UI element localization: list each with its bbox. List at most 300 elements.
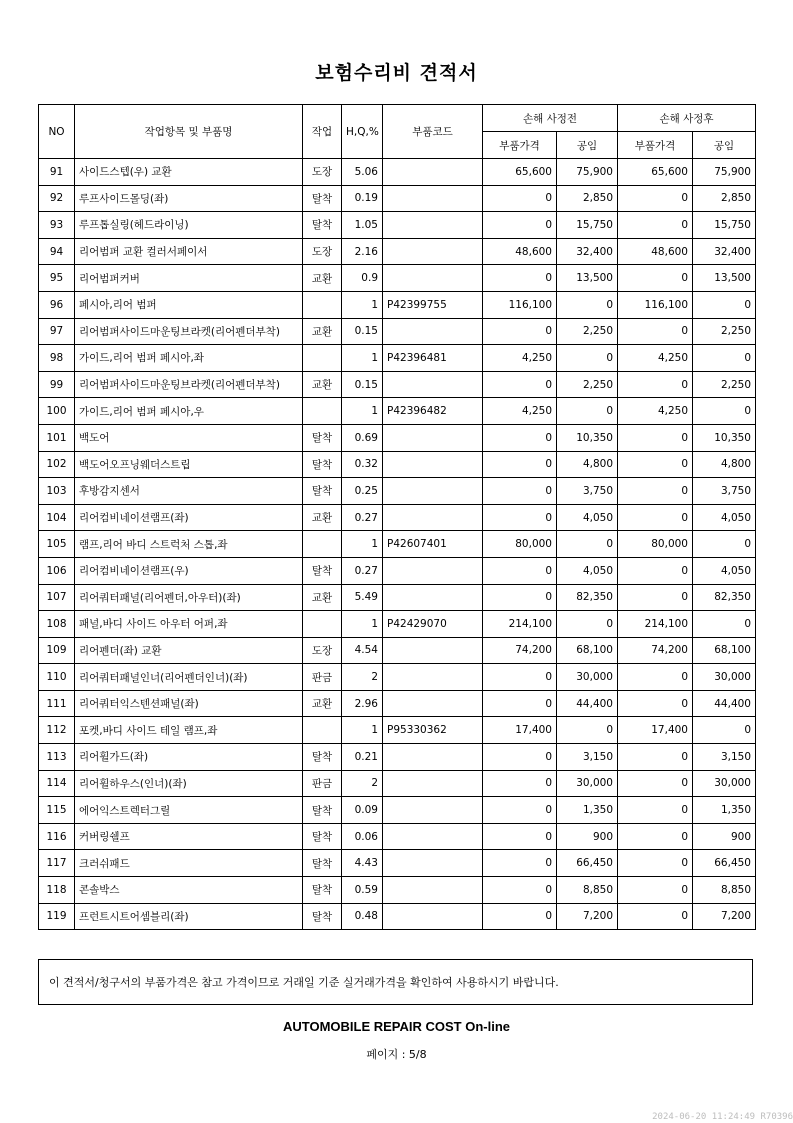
row-after-labor: 7,200 <box>693 903 756 930</box>
row-no: 116 <box>39 823 75 850</box>
row-item-name: 백도어오프닝웨더스트립 <box>75 451 303 478</box>
row-no: 101 <box>39 424 75 451</box>
row-before-labor: 0 <box>557 345 618 372</box>
row-before-part-price: 74,200 <box>483 637 557 664</box>
row-before-labor: 68,100 <box>557 637 618 664</box>
table-row <box>39 159 756 186</box>
row-part-code <box>383 159 483 186</box>
row-before-labor: 4,050 <box>557 557 618 584</box>
row-after-part-price: 74,200 <box>618 637 693 664</box>
table-row <box>39 212 756 239</box>
row-hq: 0.27 <box>342 557 383 584</box>
row-after-part-price: 65,600 <box>618 159 693 186</box>
header-before-labor: 공임 <box>557 132 618 159</box>
row-after-part-price: 0 <box>618 690 693 717</box>
table-row <box>39 877 756 904</box>
row-no: 103 <box>39 478 75 505</box>
row-after-labor: 2,250 <box>693 371 756 398</box>
row-no: 94 <box>39 238 75 265</box>
row-after-part-price: 0 <box>618 850 693 877</box>
row-part-code: P42429070 <box>383 611 483 638</box>
print-timestamp: 2024-06-20 11:24:49 R70396 <box>652 1112 793 1122</box>
row-after-part-price: 116,100 <box>618 291 693 318</box>
table-row <box>39 690 756 717</box>
row-before-part-price: 0 <box>483 903 557 930</box>
header-part-code: 부품코드 <box>383 105 483 159</box>
row-before-part-price: 0 <box>483 664 557 691</box>
table-row <box>39 424 756 451</box>
row-work-type <box>303 345 342 372</box>
row-no: 96 <box>39 291 75 318</box>
row-before-labor: 75,900 <box>557 159 618 186</box>
row-item-name: 리어컴비네이션램프(좌) <box>75 504 303 531</box>
row-item-name: 백도어 <box>75 424 303 451</box>
row-no: 109 <box>39 637 75 664</box>
row-after-labor: 0 <box>693 291 756 318</box>
row-part-code <box>383 265 483 292</box>
row-work-type: 탈착 <box>303 797 342 824</box>
row-no: 93 <box>39 212 75 239</box>
row-before-part-price: 0 <box>483 877 557 904</box>
row-after-part-price: 0 <box>618 318 693 345</box>
row-after-part-price: 0 <box>618 797 693 824</box>
table-row <box>39 398 756 425</box>
row-part-code <box>383 877 483 904</box>
row-before-part-price: 4,250 <box>483 398 557 425</box>
row-after-part-price: 0 <box>618 265 693 292</box>
row-after-labor: 0 <box>693 611 756 638</box>
row-after-part-price: 0 <box>618 770 693 797</box>
row-after-labor: 13,500 <box>693 265 756 292</box>
row-work-type: 판금 <box>303 664 342 691</box>
row-item-name: 리어휠가드(좌) <box>75 744 303 771</box>
row-work-type <box>303 291 342 318</box>
row-before-part-price: 0 <box>483 797 557 824</box>
row-after-part-price: 4,250 <box>618 398 693 425</box>
row-after-labor: 30,000 <box>693 664 756 691</box>
row-before-part-price: 116,100 <box>483 291 557 318</box>
row-item-name: 램프,리어 바디 스트럭처 스톱,좌 <box>75 531 303 558</box>
table-row <box>39 850 756 877</box>
row-after-labor: 4,050 <box>693 557 756 584</box>
row-part-code: P42396482 <box>383 398 483 425</box>
row-after-part-price: 48,600 <box>618 238 693 265</box>
row-after-part-price: 0 <box>618 451 693 478</box>
row-no: 108 <box>39 611 75 638</box>
row-part-code <box>383 424 483 451</box>
row-after-labor: 68,100 <box>693 637 756 664</box>
row-after-labor: 30,000 <box>693 770 756 797</box>
row-after-labor: 0 <box>693 717 756 744</box>
row-after-labor: 0 <box>693 531 756 558</box>
row-before-part-price: 48,600 <box>483 238 557 265</box>
row-part-code <box>383 212 483 239</box>
row-no: 107 <box>39 584 75 611</box>
row-no: 91 <box>39 159 75 186</box>
row-after-part-price: 0 <box>618 371 693 398</box>
row-after-part-price: 0 <box>618 212 693 239</box>
row-part-code <box>383 584 483 611</box>
row-before-labor: 3,750 <box>557 478 618 505</box>
table-row <box>39 664 756 691</box>
row-part-code <box>383 451 483 478</box>
row-item-name: 리어쿼터패널인너(리어펜더인너)(좌) <box>75 664 303 691</box>
table-row <box>39 345 756 372</box>
row-no: 117 <box>39 850 75 877</box>
row-after-labor: 2,850 <box>693 185 756 212</box>
row-item-name: 리어휠하우스(인너)(좌) <box>75 770 303 797</box>
row-before-part-price: 17,400 <box>483 717 557 744</box>
row-part-code: P95330362 <box>383 717 483 744</box>
row-hq: 0.15 <box>342 318 383 345</box>
row-before-labor: 0 <box>557 398 618 425</box>
page-number: 페이지 : 5/8 <box>366 1048 427 1061</box>
row-work-type: 탈착 <box>303 212 342 239</box>
row-before-labor: 7,200 <box>557 903 618 930</box>
row-before-part-price: 0 <box>483 850 557 877</box>
row-item-name: 페시아,리어 범퍼 <box>75 291 303 318</box>
row-item-name: 프런트시트어셈블리(좌) <box>75 903 303 930</box>
row-hq: 0.48 <box>342 903 383 930</box>
header-after-labor: 공임 <box>693 132 756 159</box>
row-item-name: 콘솔박스 <box>75 877 303 904</box>
row-part-code <box>383 637 483 664</box>
table-row <box>39 291 756 318</box>
row-after-labor: 4,050 <box>693 504 756 531</box>
row-after-labor: 15,750 <box>693 212 756 239</box>
row-before-part-price: 0 <box>483 318 557 345</box>
row-after-part-price: 4,250 <box>618 345 693 372</box>
row-item-name: 후방감지센서 <box>75 478 303 505</box>
row-after-labor: 8,850 <box>693 877 756 904</box>
row-before-part-price: 0 <box>483 823 557 850</box>
row-after-part-price: 0 <box>618 744 693 771</box>
header-hq: H,Q,% <box>342 105 383 159</box>
table-row <box>39 185 756 212</box>
row-hq: 2 <box>342 664 383 691</box>
row-part-code <box>383 664 483 691</box>
row-work-type: 교환 <box>303 584 342 611</box>
row-no: 95 <box>39 265 75 292</box>
row-item-name: 커버링쉘프 <box>75 823 303 850</box>
row-after-part-price: 17,400 <box>618 717 693 744</box>
table-row <box>39 451 756 478</box>
row-item-name: 리어범퍼커버 <box>75 265 303 292</box>
table-row <box>39 265 756 292</box>
row-work-type: 탈착 <box>303 903 342 930</box>
row-before-labor: 2,850 <box>557 185 618 212</box>
table-row <box>39 478 756 505</box>
row-part-code <box>383 371 483 398</box>
row-before-part-price: 0 <box>483 371 557 398</box>
row-before-labor: 44,400 <box>557 690 618 717</box>
row-part-code <box>383 478 483 505</box>
row-no: 102 <box>39 451 75 478</box>
row-work-type: 교환 <box>303 265 342 292</box>
table-row <box>39 903 756 930</box>
row-item-name: 리어펜더(좌) 교환 <box>75 637 303 664</box>
row-before-labor: 32,400 <box>557 238 618 265</box>
row-after-labor: 900 <box>693 823 756 850</box>
row-after-part-price: 214,100 <box>618 611 693 638</box>
row-before-labor: 4,800 <box>557 451 618 478</box>
row-no: 114 <box>39 770 75 797</box>
row-after-part-price: 0 <box>618 478 693 505</box>
row-no: 98 <box>39 345 75 372</box>
row-before-part-price: 0 <box>483 265 557 292</box>
row-part-code <box>383 770 483 797</box>
row-part-code <box>383 823 483 850</box>
row-before-labor: 2,250 <box>557 318 618 345</box>
row-work-type: 판금 <box>303 770 342 797</box>
row-after-labor: 66,450 <box>693 850 756 877</box>
row-no: 97 <box>39 318 75 345</box>
table-row <box>39 611 756 638</box>
row-before-labor: 1,350 <box>557 797 618 824</box>
row-work-type <box>303 717 342 744</box>
row-before-part-price: 0 <box>483 557 557 584</box>
row-hq: 0.21 <box>342 744 383 771</box>
row-part-code <box>383 903 483 930</box>
row-hq: 1 <box>342 398 383 425</box>
row-after-labor: 44,400 <box>693 690 756 717</box>
table-row <box>39 637 756 664</box>
row-work-type: 도장 <box>303 637 342 664</box>
table-row <box>39 744 756 771</box>
row-work-type <box>303 398 342 425</box>
row-item-name: 루프사이드몰딩(좌) <box>75 185 303 212</box>
estimate-rows <box>39 159 756 930</box>
row-item-name: 루프톱실링(헤드라이닝) <box>75 212 303 239</box>
row-hq: 1 <box>342 611 383 638</box>
row-before-labor: 82,350 <box>557 584 618 611</box>
row-after-labor: 82,350 <box>693 584 756 611</box>
row-hq: 5.06 <box>342 159 383 186</box>
row-hq: 0.59 <box>342 877 383 904</box>
row-item-name: 가이드,리어 범퍼 페시아,우 <box>75 398 303 425</box>
row-after-labor: 32,400 <box>693 238 756 265</box>
row-before-labor: 0 <box>557 611 618 638</box>
row-hq: 5.49 <box>342 584 383 611</box>
table-row <box>39 823 756 850</box>
row-no: 106 <box>39 557 75 584</box>
table-row <box>39 504 756 531</box>
row-after-part-price: 0 <box>618 664 693 691</box>
row-no: 104 <box>39 504 75 531</box>
row-after-part-price: 0 <box>618 557 693 584</box>
row-after-labor: 1,350 <box>693 797 756 824</box>
row-after-labor: 0 <box>693 398 756 425</box>
header-before-group: 손해 사정전 <box>483 105 618 132</box>
row-work-type: 탈착 <box>303 744 342 771</box>
row-before-labor: 4,050 <box>557 504 618 531</box>
header-item: 작업항목 및 부품명 <box>75 105 303 159</box>
row-part-code <box>383 797 483 824</box>
row-before-labor: 66,450 <box>557 850 618 877</box>
row-after-labor: 3,750 <box>693 478 756 505</box>
row-item-name: 리어쿼터익스텐션패널(좌) <box>75 690 303 717</box>
row-before-part-price: 0 <box>483 212 557 239</box>
row-before-labor: 3,150 <box>557 744 618 771</box>
row-before-labor: 0 <box>557 717 618 744</box>
row-before-labor: 0 <box>557 531 618 558</box>
row-before-part-price: 0 <box>483 451 557 478</box>
row-no: 115 <box>39 797 75 824</box>
row-after-part-price: 0 <box>618 823 693 850</box>
row-hq: 4.54 <box>342 637 383 664</box>
row-part-code <box>383 185 483 212</box>
row-work-type <box>303 531 342 558</box>
row-hq: 0.09 <box>342 797 383 824</box>
row-before-part-price: 0 <box>483 770 557 797</box>
row-after-part-price: 0 <box>618 877 693 904</box>
price-notice: 이 견적서/청구서의 부품가격은 참고 가격이므로 거래일 기준 실거래가격을 확인하여 사용하시기 바랍니다. <box>38 959 753 1005</box>
row-item-name: 패널,바디 사이드 아우터 어퍼,좌 <box>75 611 303 638</box>
row-before-labor: 8,850 <box>557 877 618 904</box>
table-row <box>39 797 756 824</box>
row-part-code <box>383 850 483 877</box>
row-part-code: P42607401 <box>383 531 483 558</box>
row-after-part-price: 0 <box>618 584 693 611</box>
row-hq: 0.06 <box>342 823 383 850</box>
header-work: 작업 <box>303 105 342 159</box>
row-after-part-price: 0 <box>618 424 693 451</box>
row-before-labor: 13,500 <box>557 265 618 292</box>
row-item-name: 리어쿼터패널(리어펜더,아우터)(좌) <box>75 584 303 611</box>
row-work-type: 탈착 <box>303 823 342 850</box>
row-before-part-price: 0 <box>483 690 557 717</box>
row-before-labor: 10,350 <box>557 424 618 451</box>
row-hq: 0.9 <box>342 265 383 292</box>
row-after-labor: 75,900 <box>693 159 756 186</box>
row-part-code <box>383 744 483 771</box>
row-no: 110 <box>39 664 75 691</box>
row-work-type: 도장 <box>303 159 342 186</box>
row-work-type: 교환 <box>303 504 342 531</box>
row-hq: 1 <box>342 345 383 372</box>
table-row <box>39 717 756 744</box>
row-before-part-price: 80,000 <box>483 531 557 558</box>
row-after-labor: 0 <box>693 345 756 372</box>
header-no: NO <box>39 105 75 159</box>
table-row <box>39 557 756 584</box>
row-before-part-price: 0 <box>483 185 557 212</box>
row-before-labor: 15,750 <box>557 212 618 239</box>
row-after-part-price: 0 <box>618 504 693 531</box>
row-item-name: 에어익스트렉터그릴 <box>75 797 303 824</box>
row-no: 99 <box>39 371 75 398</box>
row-hq: 2.16 <box>342 238 383 265</box>
row-before-part-price: 214,100 <box>483 611 557 638</box>
row-work-type: 도장 <box>303 238 342 265</box>
table-row <box>39 238 756 265</box>
table-row <box>39 531 756 558</box>
row-work-type: 탈착 <box>303 877 342 904</box>
row-item-name: 사이드스텝(우) 교환 <box>75 159 303 186</box>
header-after-group: 손해 사정후 <box>618 105 756 132</box>
row-hq: 1 <box>342 717 383 744</box>
row-before-part-price: 0 <box>483 478 557 505</box>
row-after-labor: 2,250 <box>693 318 756 345</box>
row-no: 92 <box>39 185 75 212</box>
row-no: 119 <box>39 903 75 930</box>
row-work-type: 교환 <box>303 318 342 345</box>
row-before-part-price: 4,250 <box>483 345 557 372</box>
row-before-labor: 30,000 <box>557 770 618 797</box>
row-before-part-price: 0 <box>483 424 557 451</box>
row-item-name: 리어범퍼사이드마운팅브라켓(리어펜더부착) <box>75 318 303 345</box>
row-before-labor: 900 <box>557 823 618 850</box>
header-after-part-price: 부품가격 <box>618 132 693 159</box>
footer-brand: AUTOMOBILE REPAIR COST On-line <box>282 1019 511 1034</box>
table-row <box>39 318 756 345</box>
row-no: 105 <box>39 531 75 558</box>
row-part-code: P42399755 <box>383 291 483 318</box>
row-part-code <box>383 504 483 531</box>
row-work-type: 탈착 <box>303 557 342 584</box>
row-before-part-price: 65,600 <box>483 159 557 186</box>
row-work-type: 교환 <box>303 690 342 717</box>
row-before-part-price: 0 <box>483 504 557 531</box>
row-before-part-price: 0 <box>483 744 557 771</box>
header-before-part-price: 부품가격 <box>483 132 557 159</box>
row-after-part-price: 0 <box>618 903 693 930</box>
row-no: 100 <box>39 398 75 425</box>
row-hq: 0.15 <box>342 371 383 398</box>
row-before-labor: 2,250 <box>557 371 618 398</box>
row-hq: 4.43 <box>342 850 383 877</box>
row-after-part-price: 0 <box>618 185 693 212</box>
row-hq: 1 <box>342 531 383 558</box>
row-hq: 1.05 <box>342 212 383 239</box>
row-before-part-price: 0 <box>483 584 557 611</box>
row-no: 112 <box>39 717 75 744</box>
row-work-type: 탈착 <box>303 451 342 478</box>
row-hq: 0.25 <box>342 478 383 505</box>
row-hq: 2 <box>342 770 383 797</box>
row-part-code <box>383 238 483 265</box>
row-hq: 0.27 <box>342 504 383 531</box>
row-before-labor: 0 <box>557 291 618 318</box>
row-no: 111 <box>39 690 75 717</box>
row-work-type: 교환 <box>303 371 342 398</box>
row-item-name: 크러쉬패드 <box>75 850 303 877</box>
row-item-name: 포켓,바디 사이드 테일 램프,좌 <box>75 717 303 744</box>
row-after-labor: 4,800 <box>693 451 756 478</box>
estimate-table <box>38 104 756 930</box>
row-item-name: 리어컴비네이션램프(우) <box>75 557 303 584</box>
row-item-name: 가이드,리어 범퍼 페시아,좌 <box>75 345 303 372</box>
row-part-code <box>383 318 483 345</box>
table-row <box>39 770 756 797</box>
row-item-name: 리어범퍼 교환 컬러서페이서 <box>75 238 303 265</box>
row-item-name: 리어범퍼사이드마운팅브라켓(리어펜더부착) <box>75 371 303 398</box>
table-row <box>39 584 756 611</box>
row-after-part-price: 80,000 <box>618 531 693 558</box>
row-after-labor: 3,150 <box>693 744 756 771</box>
row-hq: 2.96 <box>342 690 383 717</box>
row-work-type <box>303 611 342 638</box>
row-work-type: 탈착 <box>303 424 342 451</box>
row-part-code: P42396481 <box>383 345 483 372</box>
row-hq: 1 <box>342 291 383 318</box>
row-work-type: 탈착 <box>303 185 342 212</box>
row-part-code <box>383 557 483 584</box>
row-after-labor: 10,350 <box>693 424 756 451</box>
row-work-type: 탈착 <box>303 850 342 877</box>
row-hq: 0.69 <box>342 424 383 451</box>
row-part-code <box>383 690 483 717</box>
